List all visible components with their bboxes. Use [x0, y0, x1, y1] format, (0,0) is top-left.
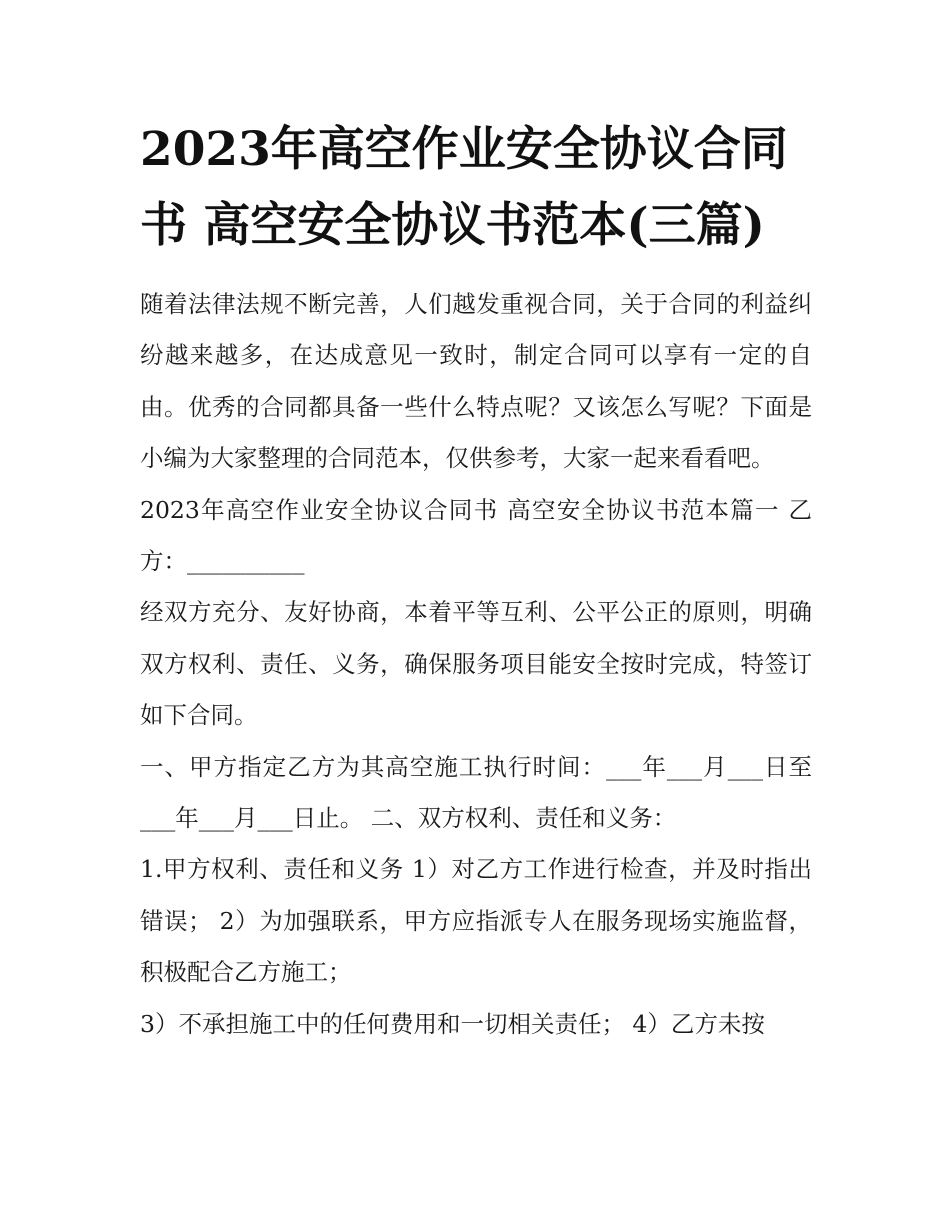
- paragraph-part-one-heading: 2023年高空作业安全协议合同书 高空安全协议书范本篇一 乙方：__________: [140, 495, 812, 576]
- document-body: [140, 279, 812, 1050]
- paragraph-party-a-duties: 1.甲方权利、责任和义务 1）对乙方工作进行检查，并及时指出错误； 2）为加强联系，甲方应指派专人在服务现场实施监督，积极配合乙方施工；: [140, 855, 812, 987]
- document-title: 2023年高空作业安全协议合同书 高空安全协议书范本(三篇): [140, 122, 788, 253]
- paragraph-clause-one: 一、甲方指定乙方为其高空施工执行时间：___年___月___日至___年___月___日止。 二、双方权利、责任和义务：: [140, 752, 812, 833]
- paragraph-party-a-duties-cont: 3）不承担施工中的任何费用和一切相关责任； 4）乙方未按: [140, 1009, 765, 1038]
- paragraph-intro: 随着法律法规不断完善，人们越发重视合同，关于合同的利益纠纷越来越多，在达成意见一致时，制定合同可以享有一定的自由。优秀的合同都具备一些什么特点呢？又该怎么写呢？下面是小编为大家整理的合同范本，仅供参考，大家一起来看看吧。: [140, 290, 812, 473]
- paragraph-preamble: 经双方充分、友好协商，本着平等互利、公平公正的原则，明确双方权利、责任、义务，确保服务项目能安全按时完成，特签订如下合同。: [140, 598, 812, 730]
